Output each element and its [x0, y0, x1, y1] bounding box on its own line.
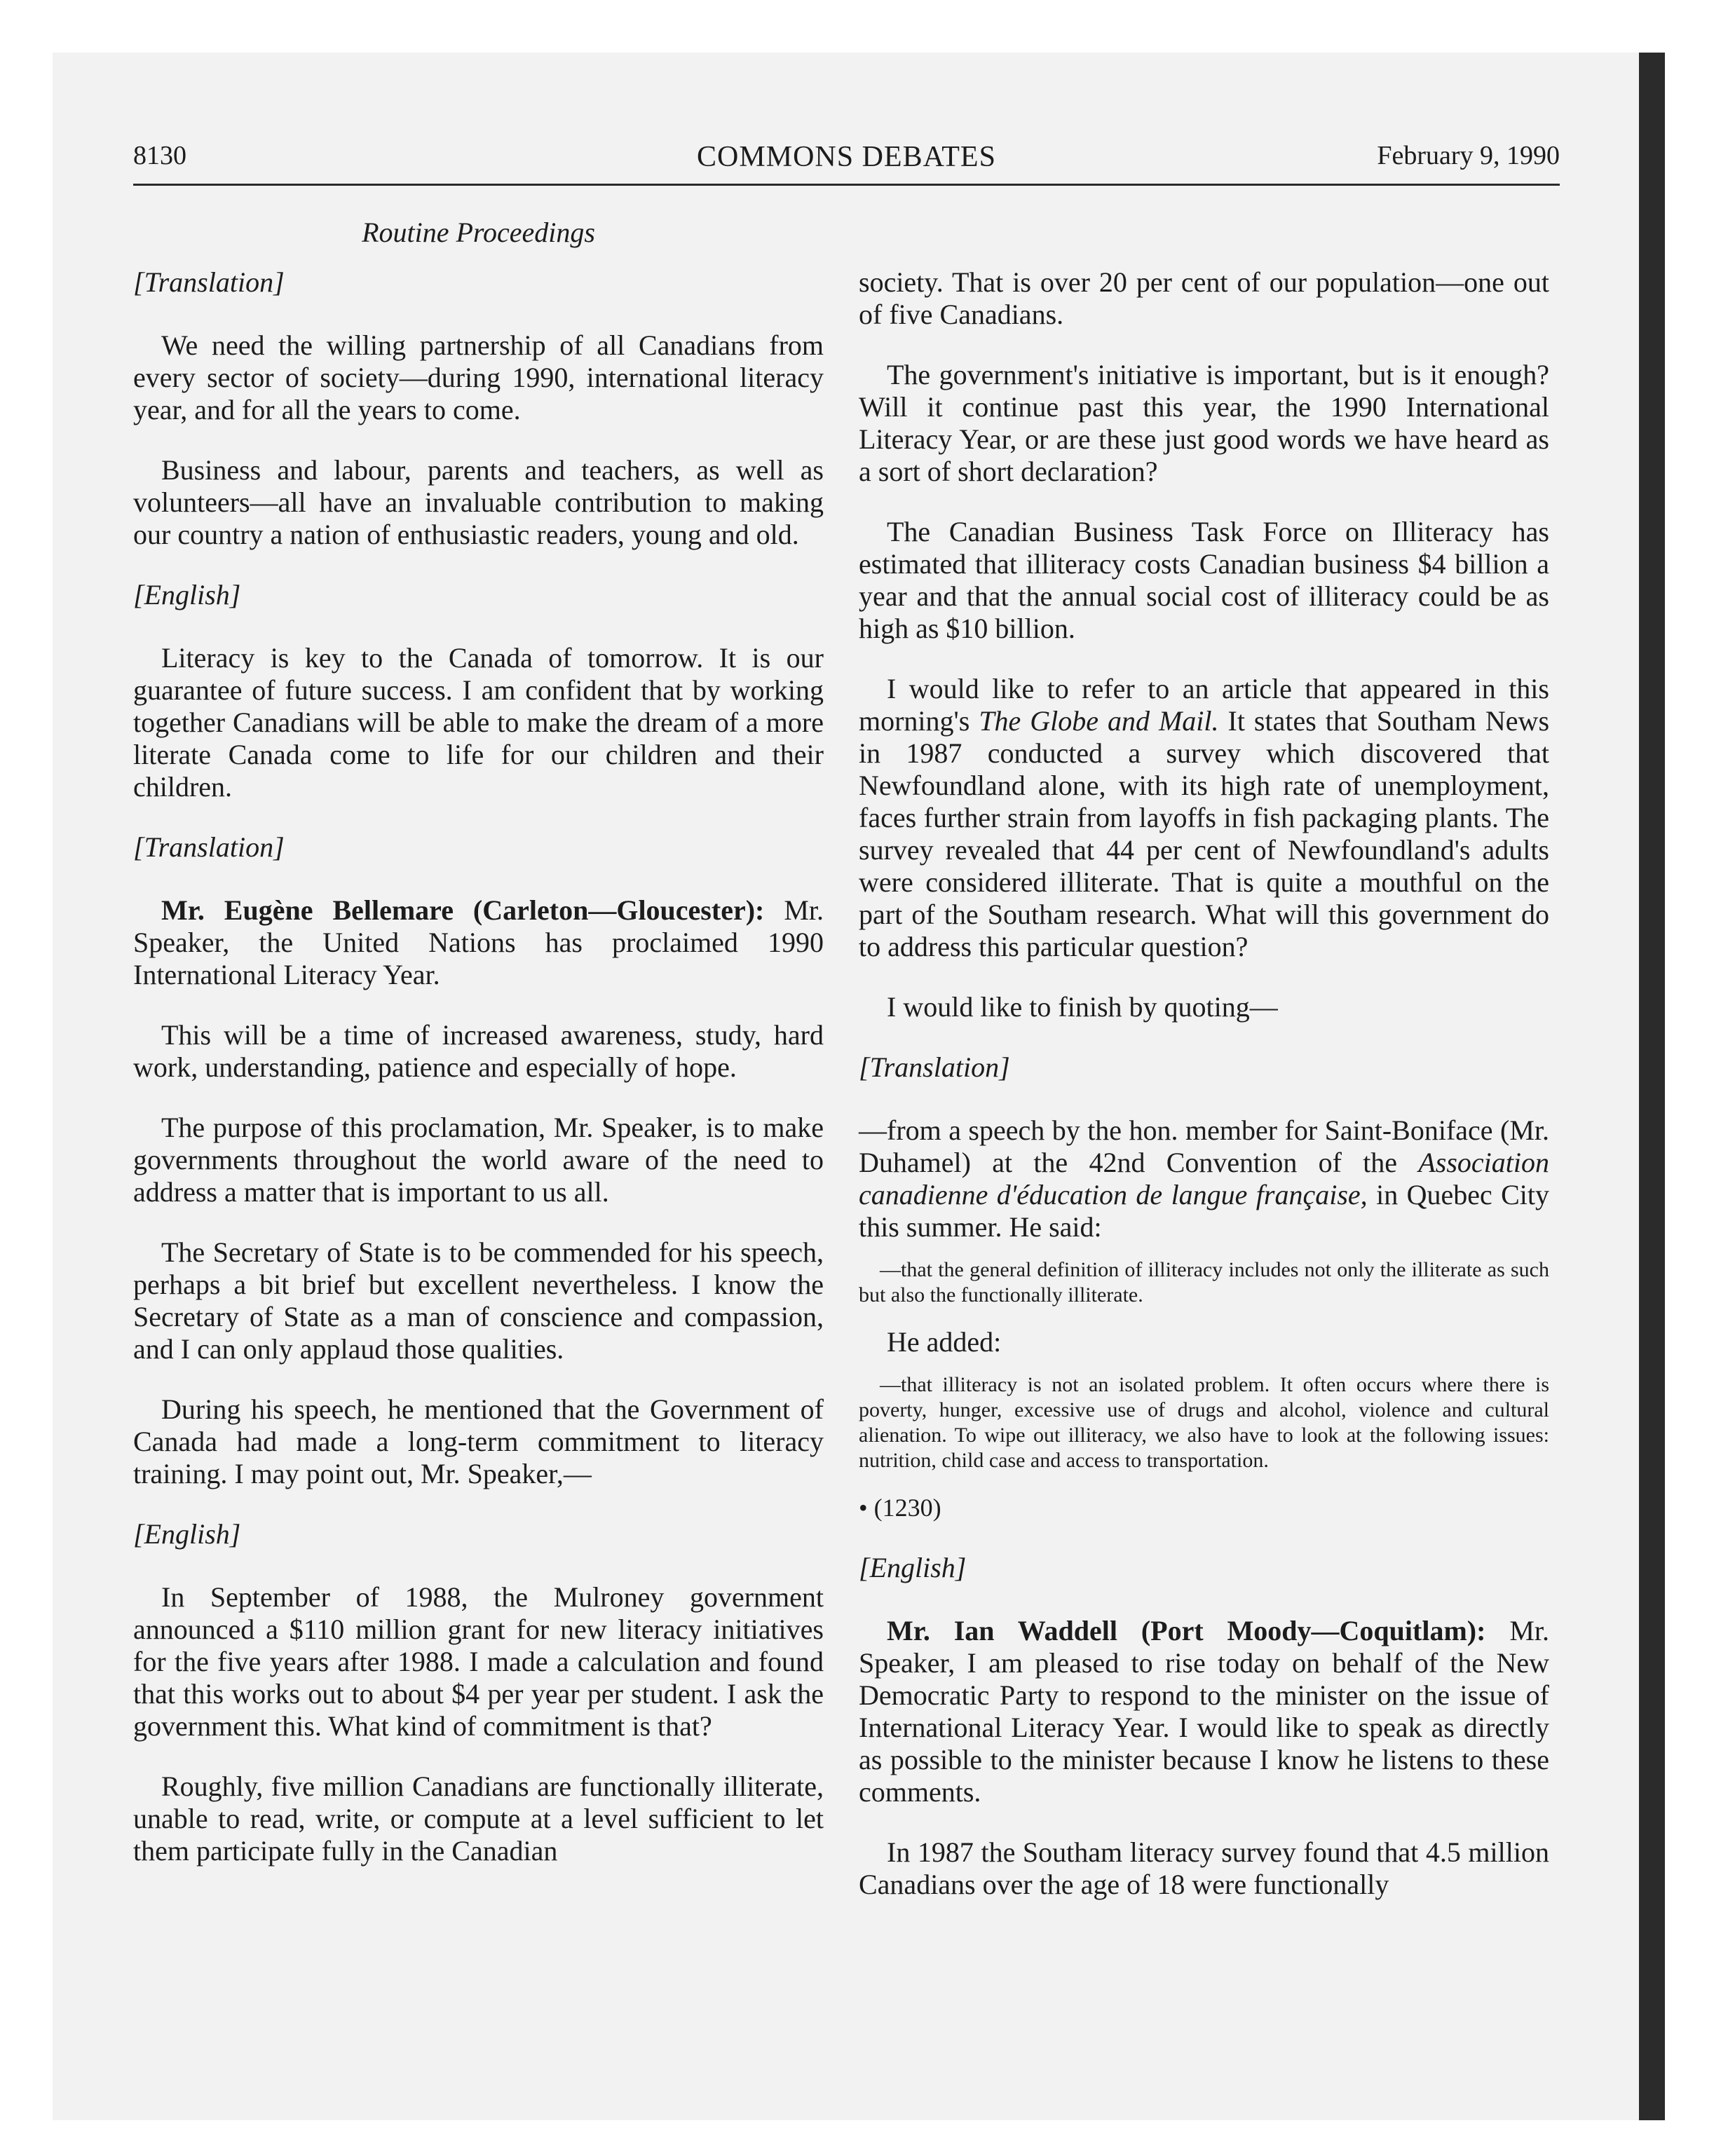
paragraph	[859, 1114, 1549, 1243]
paragraph: In September of 1988, the Mulroney government announced a $110 million grant for new literacy initiatives for the five years after 1988. I made a calculation and found that this works out to about $4 per year per student. I ask the government this. What kind of commitment is that?	[133, 1581, 824, 1742]
paragraph: The purpose of this proclamation, Mr. Speaker, is to make governments throughout the world aware of the need to address a matter that is important to us all.	[133, 1112, 824, 1208]
right-column	[859, 266, 1549, 1929]
speech-paragraph	[859, 1615, 1549, 1808]
block-quote: —that the general definition of illiteracy includes not only the illiterate as such but also the functionally illiterate.	[859, 1258, 1549, 1306]
block-quote: —that illiteracy is not an isolated problem. It often occurs where there is poverty, hunger, excessive use of drugs and alcohol, violence and cultural alienation. To wipe out illiteracy, we also have to look at the following issues: nutrition, child case and access to transportation.	[859, 1373, 1549, 1472]
paragraph: Business and labour, parents and teachers, as well as volunteers—all have an invaluable contribution to making our country a nation of enthusiastic readers, young and old.	[133, 454, 824, 550]
text-run: It states that Southam News in 1987 conducted a survey which discovered that Newfoundland alone, with its high rate of unemployment, faces further strain from layoffs in fish packaging plants. The survey revealed that 44 per cent of Newfoundland's adults were considered illiterate. That is quite a mouthful on the part of the Southam research. What will this government do to address this particular question?	[859, 705, 1550, 962]
page-title: COMMONS DEBATES	[697, 141, 996, 173]
paragraph	[859, 673, 1549, 963]
page-number: 8130	[133, 141, 186, 170]
paragraph: society. That is over 20 per cent of our population—one out of five Canadians.	[859, 266, 1549, 330]
time-marker: • (1230)	[859, 1494, 941, 1522]
paragraph: This will be a time of increased awareness, study, hard work, understanding, patience and especially of hope.	[133, 1019, 824, 1083]
paragraph: During his speech, he mentioned that the Government of Canada had made a long-term commitment to literacy training. I may point out, Mr. Speaker,—	[133, 1393, 824, 1489]
paragraph: We need the willing partnership of all Canadians from every sector of society—during 1990, international literacy year, and for all the years to come.	[133, 329, 824, 425]
speech-text: Mr. Speaker, the United Nations has proclaimed 1990 International Literacy Year.	[133, 894, 824, 990]
text-run: I would like to refer to an article that appeared in this morning's	[859, 673, 1549, 737]
header-rule	[133, 184, 1560, 186]
language-tag: [English]	[859, 1552, 967, 1583]
paragraph: I would like to finish by quoting—	[887, 991, 1278, 1023]
page-date: February 9, 1990	[1377, 141, 1560, 170]
text-run: in Quebec City this summer. He said:	[859, 1179, 1550, 1243]
left-column	[133, 266, 824, 1895]
publication-title: The Globe and Mail.	[979, 705, 1219, 737]
page-edge-shadow	[1639, 53, 1665, 2120]
speaker-name: Mr. Eugène Bellemare (Carleton—Gloucester):	[161, 894, 765, 926]
speech-text: Mr. Speaker, I am pleased to rise today on behalf of the New Democratic Party to respond to the minister on the issue of International Literacy Year. I would like to speak as directly as possible to the minister because I know he listens to these comments.	[859, 1615, 1550, 1808]
paragraph: Roughly, five million Canadians are functionally illiterate, unable to read, write, or compute at a level sufficient to let them participate fully in the Canadian	[133, 1770, 824, 1867]
paragraph: The government's initiative is important, but is it enough? Will it continue past this year, the 1990 International Literacy Year, or are these just good words we have heard as a sort of short declaration?	[859, 359, 1549, 487]
language-tag: [English]	[133, 1518, 241, 1550]
language-tag: [Translation]	[133, 266, 285, 298]
language-tag: [Translation]	[859, 1051, 1010, 1083]
paragraph: The Secretary of State is to be commended for his speech, perhaps a bit brief but excellent nevertheless. I know the Secretary of State as a man of conscience and compassion, and I can only applaud those qualities.	[133, 1236, 824, 1365]
organization-name: Association canadienne d'éducation de langue française,	[859, 1147, 1550, 1210]
text-run: —from a speech by the hon. member for Saint-Boniface (Mr. Duhamel) at the 42nd Convention of the	[859, 1114, 1549, 1178]
speech-paragraph	[133, 894, 824, 991]
paragraph: Literacy is key to the Canada of tomorrow. It is our guarantee of future success. I am confident that by working together Canadians will be able to make the dream of a more literate Canada come to life for our children and their children.	[133, 642, 824, 803]
language-tag: [Translation]	[133, 831, 285, 863]
paragraph: He added:	[887, 1326, 1002, 1358]
page-header	[133, 140, 1560, 179]
language-tag: [English]	[133, 579, 241, 610]
paragraph: The Canadian Business Task Force on Illiteracy has estimated that illiteracy costs Canadian business $4 billion a year and that the annual social cost of illiteracy could be as high as $10 billion.	[859, 516, 1549, 644]
paragraph: In 1987 the Southam literacy survey found that 4.5 million Canadians over the age of 18 were functionally	[859, 1836, 1549, 1900]
section-title: Routine Proceedings	[362, 217, 595, 248]
speaker-name: Mr. Ian Waddell (Port Moody—Coquitlam):	[887, 1615, 1486, 1646]
